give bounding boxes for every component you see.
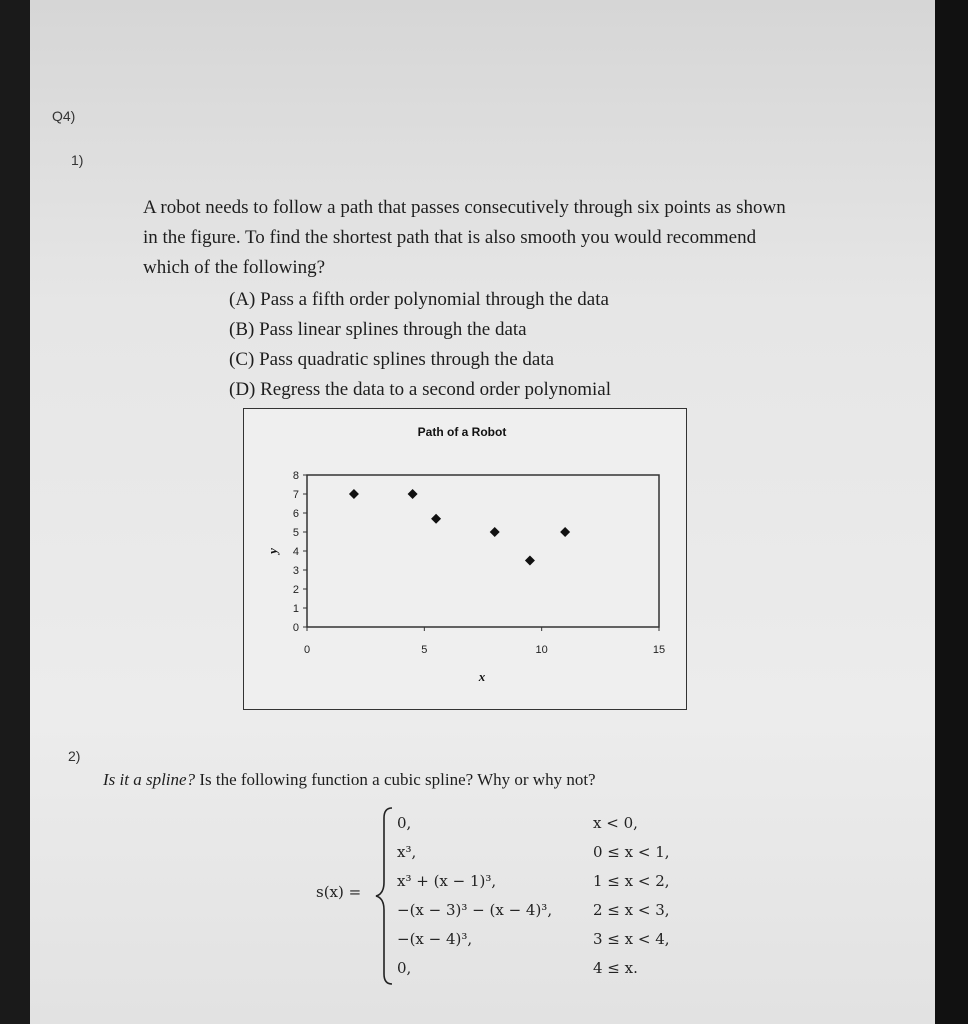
data-point-marker bbox=[490, 527, 500, 537]
y-tick-label: 0 bbox=[292, 622, 299, 634]
data-point-marker bbox=[408, 489, 418, 499]
screen-edge bbox=[935, 0, 968, 1024]
data-point-marker bbox=[560, 527, 570, 537]
question-2-text: Is the following function a cubic spline? Why or why not? bbox=[199, 770, 596, 789]
y-tick-label: 6 bbox=[292, 508, 299, 520]
piece-condition: x < 0, bbox=[593, 814, 638, 832]
prompt-line: which of the following? bbox=[143, 257, 326, 278]
answer-options bbox=[229, 285, 611, 405]
y-tick-label: 5 bbox=[292, 527, 299, 539]
y-tick-label: 1 bbox=[292, 603, 299, 615]
left-brace bbox=[372, 806, 396, 986]
y-tick-label: 4 bbox=[292, 546, 299, 558]
x-tick-label: 0 bbox=[303, 644, 311, 656]
x-tick-label: 15 bbox=[652, 644, 666, 656]
axis-ticks bbox=[293, 470, 665, 656]
option-a: (A) Pass a fifth order polynomial through the data bbox=[229, 289, 609, 310]
y-tick-label: 7 bbox=[292, 489, 299, 501]
option-c: (C) Pass quadratic splines through the data bbox=[229, 349, 555, 370]
question-2-number: 2) bbox=[68, 748, 81, 764]
plot-area bbox=[307, 475, 659, 627]
piece-expression: x³ + (x − 1)³, bbox=[397, 872, 497, 890]
robot-path-chart bbox=[243, 408, 687, 710]
piece-condition: 2 ≤ x < 3, bbox=[593, 901, 670, 919]
piece-condition: 0 ≤ x < 1, bbox=[593, 843, 670, 861]
y-tick-label: 3 bbox=[292, 565, 299, 577]
function-pieces bbox=[397, 814, 697, 984]
piece-expression: 0, bbox=[397, 814, 412, 832]
option-d: (D) Regress the data to a second order polynomial bbox=[229, 379, 611, 400]
piece-expression: 0, bbox=[397, 959, 412, 977]
x-tick-label: 5 bbox=[421, 644, 428, 656]
x-axis-label: x bbox=[478, 669, 486, 684]
chart-canvas bbox=[244, 409, 686, 709]
piece-condition: 3 ≤ x < 4, bbox=[593, 930, 670, 948]
y-tick-label: 2 bbox=[292, 584, 299, 596]
piece-expression: −(x − 3)³ − (x − 4)³, bbox=[397, 901, 553, 919]
data-point-marker bbox=[349, 489, 359, 499]
function-lhs: s(x) = bbox=[316, 883, 362, 901]
y-tick-label: 8 bbox=[292, 470, 299, 482]
question-1-number: 1) bbox=[71, 152, 84, 168]
piece-condition: 1 ≤ x < 2, bbox=[593, 872, 670, 890]
section-label: Q4) bbox=[52, 108, 76, 124]
prompt-line: in the figure. To find the shortest path that is also smooth you would recommend bbox=[143, 227, 757, 248]
y-axis-label: y bbox=[265, 548, 280, 554]
piece-expression: x³, bbox=[397, 843, 417, 861]
piece-expression: −(x − 4)³, bbox=[397, 930, 473, 948]
question-2-prompt bbox=[103, 770, 596, 790]
x-tick-label: 10 bbox=[535, 644, 548, 656]
prompt-line: A robot needs to follow a path that passes consecutively through six points as shown bbox=[143, 197, 786, 218]
question-2-heading: Is it a spline? bbox=[103, 770, 196, 789]
option-b: (B) Pass linear splines through the data bbox=[229, 319, 527, 340]
data-point-marker bbox=[431, 514, 441, 524]
piece-condition: 4 ≤ x. bbox=[593, 959, 638, 977]
data-points bbox=[349, 489, 570, 566]
question-1-prompt bbox=[143, 193, 923, 283]
chart-title: Path of a Robot bbox=[417, 425, 507, 439]
data-point-marker bbox=[525, 556, 535, 566]
